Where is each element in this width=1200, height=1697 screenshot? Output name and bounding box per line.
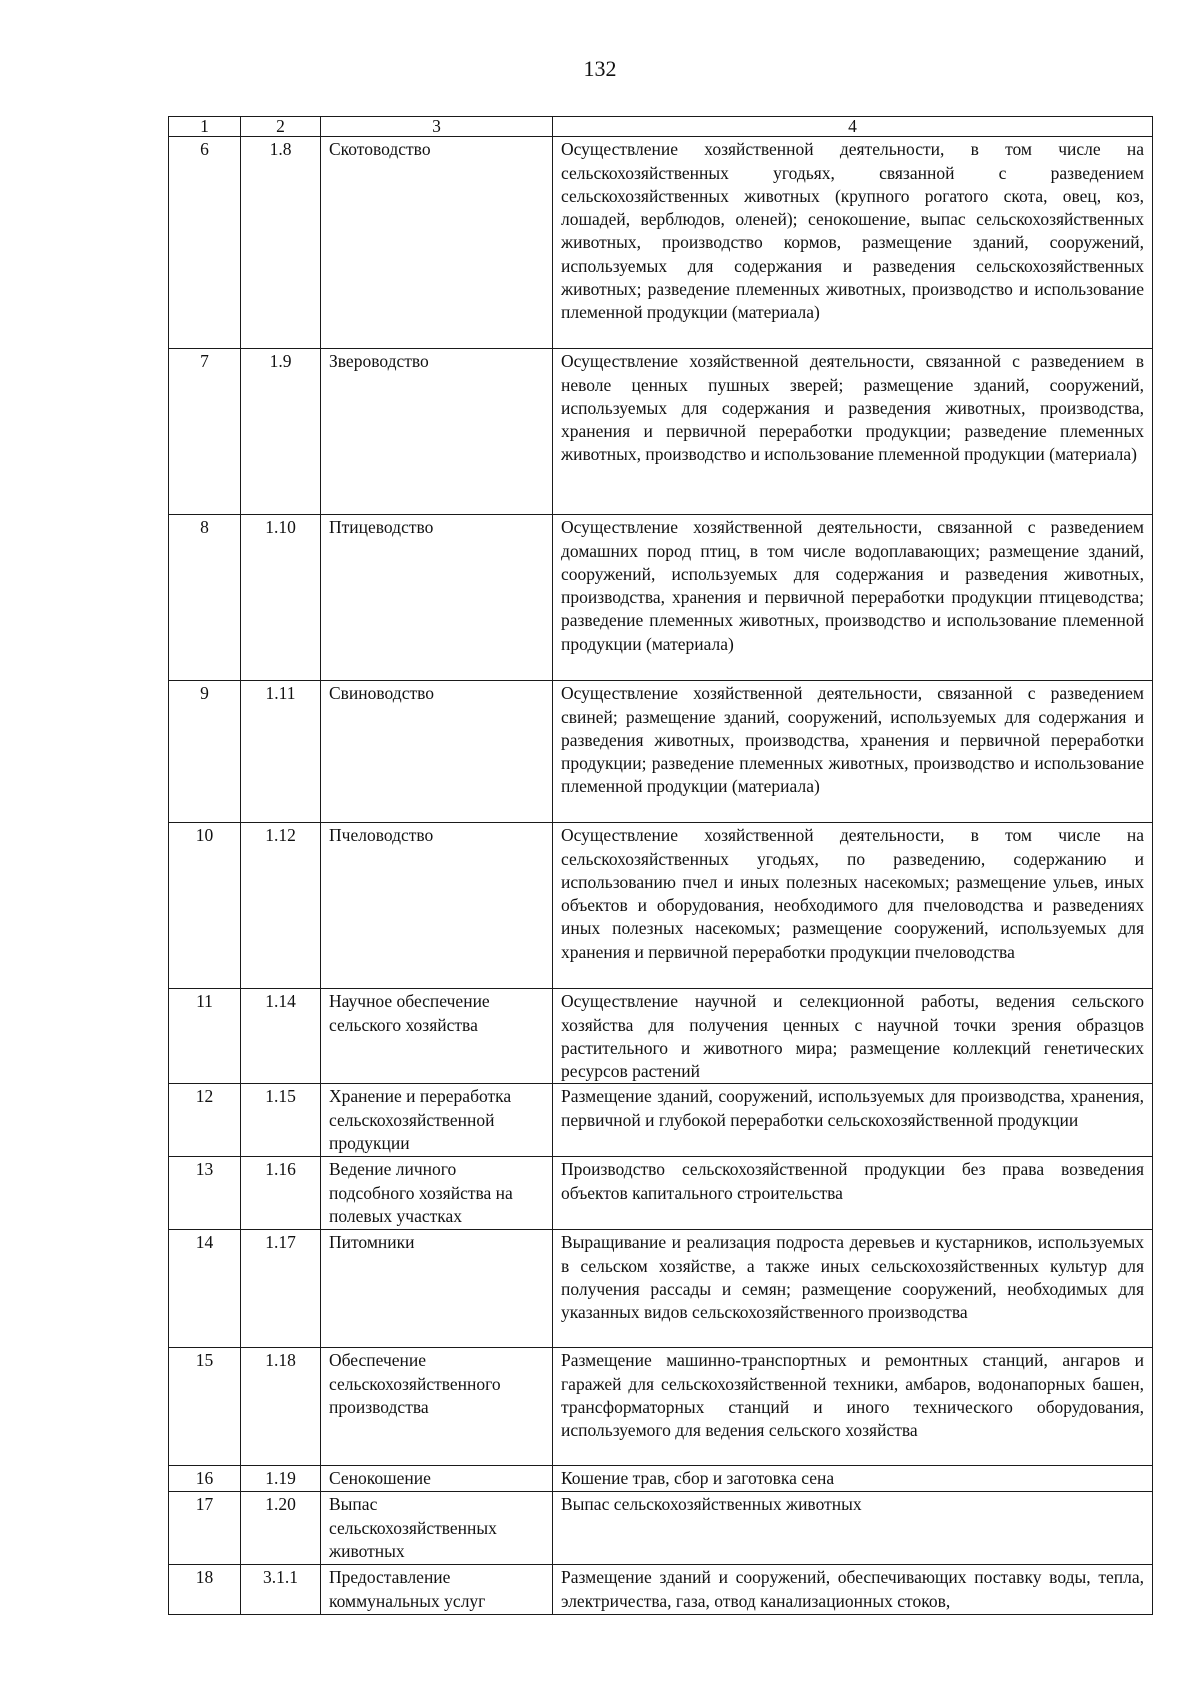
row-code: 1.15 [241,1084,321,1157]
row-code: 1.16 [241,1157,321,1230]
column-header-4: 4 [553,117,1153,137]
table-header-row [169,117,1153,137]
row-code: 1.9 [241,349,321,515]
row-code: 3.1.1 [241,1565,321,1615]
row-code: 1.19 [241,1466,321,1492]
row-description: Кошение трав, сбор и заготовка сена [553,1466,1153,1492]
row-description: Производство сельскохозяйственной продукции без права возведения объектов капитального строительства [553,1157,1153,1230]
row-code: 1.18 [241,1348,321,1466]
column-header-1: 1 [169,117,241,137]
land-use-table [168,116,1153,1615]
table-row [169,1348,1153,1466]
row-name: Сенокошение [321,1466,553,1492]
row-name: Птицеводство [321,515,553,681]
row-description: Осуществление хозяйственной деятельности, в том числе на сельскохозяйственных угодьях, по разведению, содержанию и использованию пчел и иных полезных насекомых; размещение ульев, иных объектов и оборудования, необходимого для пчеловодства и разведениях иных полезных насекомых; размещение сооружений, используемых для хранения и первичной переработки продукции пчеловодства [553,823,1153,989]
row-name: Свиноводство [321,681,553,823]
row-name: Ведение личного подсобного хозяйства на полевых участках [321,1157,553,1230]
row-number: 7 [169,349,241,515]
table-row [169,1565,1153,1615]
row-code: 1.12 [241,823,321,989]
row-number: 12 [169,1084,241,1157]
row-number: 18 [169,1565,241,1615]
table-row [169,137,1153,349]
row-number: 16 [169,1466,241,1492]
row-name: Научное обеспечение сельского хозяйства [321,989,553,1084]
row-description: Выпас сельскохозяйственных животных [553,1492,1153,1565]
row-code: 1.17 [241,1230,321,1348]
row-description: Размещение зданий и сооружений, обеспечивающих поставку воды, тепла, электричества, газа, отвод канализационных стоков, [553,1565,1153,1615]
row-name: Обеспечение сельскохозяйственного производства [321,1348,553,1466]
table-row [169,515,1153,681]
row-description: Размещение зданий, сооружений, используемых для производства, хранения, первичной и глубокой переработки сельскохозяйственной продукции [553,1084,1153,1157]
row-number: 13 [169,1157,241,1230]
row-code: 1.11 [241,681,321,823]
row-description: Осуществление научной и селекционной работы, ведения сельского хозяйства для получения ценных с научной точки зрения образцов растительного и животного мира; размещение коллекций генетических ресурсов растений [553,989,1153,1084]
row-number: 14 [169,1230,241,1348]
row-code: 1.10 [241,515,321,681]
row-number: 11 [169,989,241,1084]
column-header-2: 2 [241,117,321,137]
row-name: Скотоводство [321,137,553,349]
row-number: 8 [169,515,241,681]
row-code: 1.14 [241,989,321,1084]
table-row [169,1157,1153,1230]
row-description: Размещение машинно-транспортных и ремонтных станций, ангаров и гаражей для сельскохозяйственной техники, амбаров, водонапорных башен, трансформаторных станций и иного технического оборудования, используемого для ведения сельского хозяйства [553,1348,1153,1466]
row-number: 15 [169,1348,241,1466]
row-description: Осуществление хозяйственной деятельности, связанной с разведением в неволе ценных пушных зверей; размещение зданий, сооружений, используемых для содержания и разведения животных, производства, хранения и первичной переработки продукции; разведение племенных животных, производство и использование племенной продукции (материала) [553,349,1153,515]
row-name: Выпас сельскохозяйственных животных [321,1492,553,1565]
row-code: 1.20 [241,1492,321,1565]
row-name: Питомники [321,1230,553,1348]
table-row [169,1466,1153,1492]
row-number: 9 [169,681,241,823]
table-row [169,989,1153,1084]
row-number: 17 [169,1492,241,1565]
row-number: 10 [169,823,241,989]
table-row [169,681,1153,823]
row-name: Пчеловодство [321,823,553,989]
table-row [169,349,1153,515]
row-description: Осуществление хозяйственной деятельности, в том числе на сельскохозяйственных угодьях, связанной с разведением сельскохозяйственных животных (крупного рогатого скота, овец, коз, лошадей, верблюдов, оленей); сенокошение, выпас сельскохозяйственных животных, производство кормов, размещение зданий, сооружений, используемых для содержания и разведения сельскохозяйственных животных; разведение племенных животных, производство и использование племенной продукции (материала) [553,137,1153,349]
page-number: 132 [583,56,617,81]
table-row [169,823,1153,989]
table-row [169,1492,1153,1565]
row-name: Предоставление коммунальных услуг [321,1565,553,1615]
row-name: Звероводство [321,349,553,515]
row-description: Осуществление хозяйственной деятельности, связанной с разведением свиней; размещение зданий, сооружений, используемых для содержания и разведения животных, производства, хранения и первичной переработки продукции; разведение племенных животных, производство и использование племенной продукции (материала) [553,681,1153,823]
row-description: Выращивание и реализация подроста деревьев и кустарников, используемых в сельском хозяйстве, а также иных сельскохозяйственных культур для получения рассады и семян; размещение сооружений, необходимых для указанных видов сельскохозяйственного производства [553,1230,1153,1348]
row-code: 1.8 [241,137,321,349]
row-description: Осуществление хозяйственной деятельности, связанной с разведением домашних пород птиц, в том числе водоплавающих; размещение зданий, сооружений, используемых для содержания и разведения животных, производства, хранения и первичной переработки продукции птицеводства; разведение племенных животных, производство и использование племенной продукции (материала) [553,515,1153,681]
row-name: Хранение и переработка сельскохозяйственной продукции [321,1084,553,1157]
column-header-3: 3 [321,117,553,137]
row-number: 6 [169,137,241,349]
table-row [169,1230,1153,1348]
table-row [169,1084,1153,1157]
